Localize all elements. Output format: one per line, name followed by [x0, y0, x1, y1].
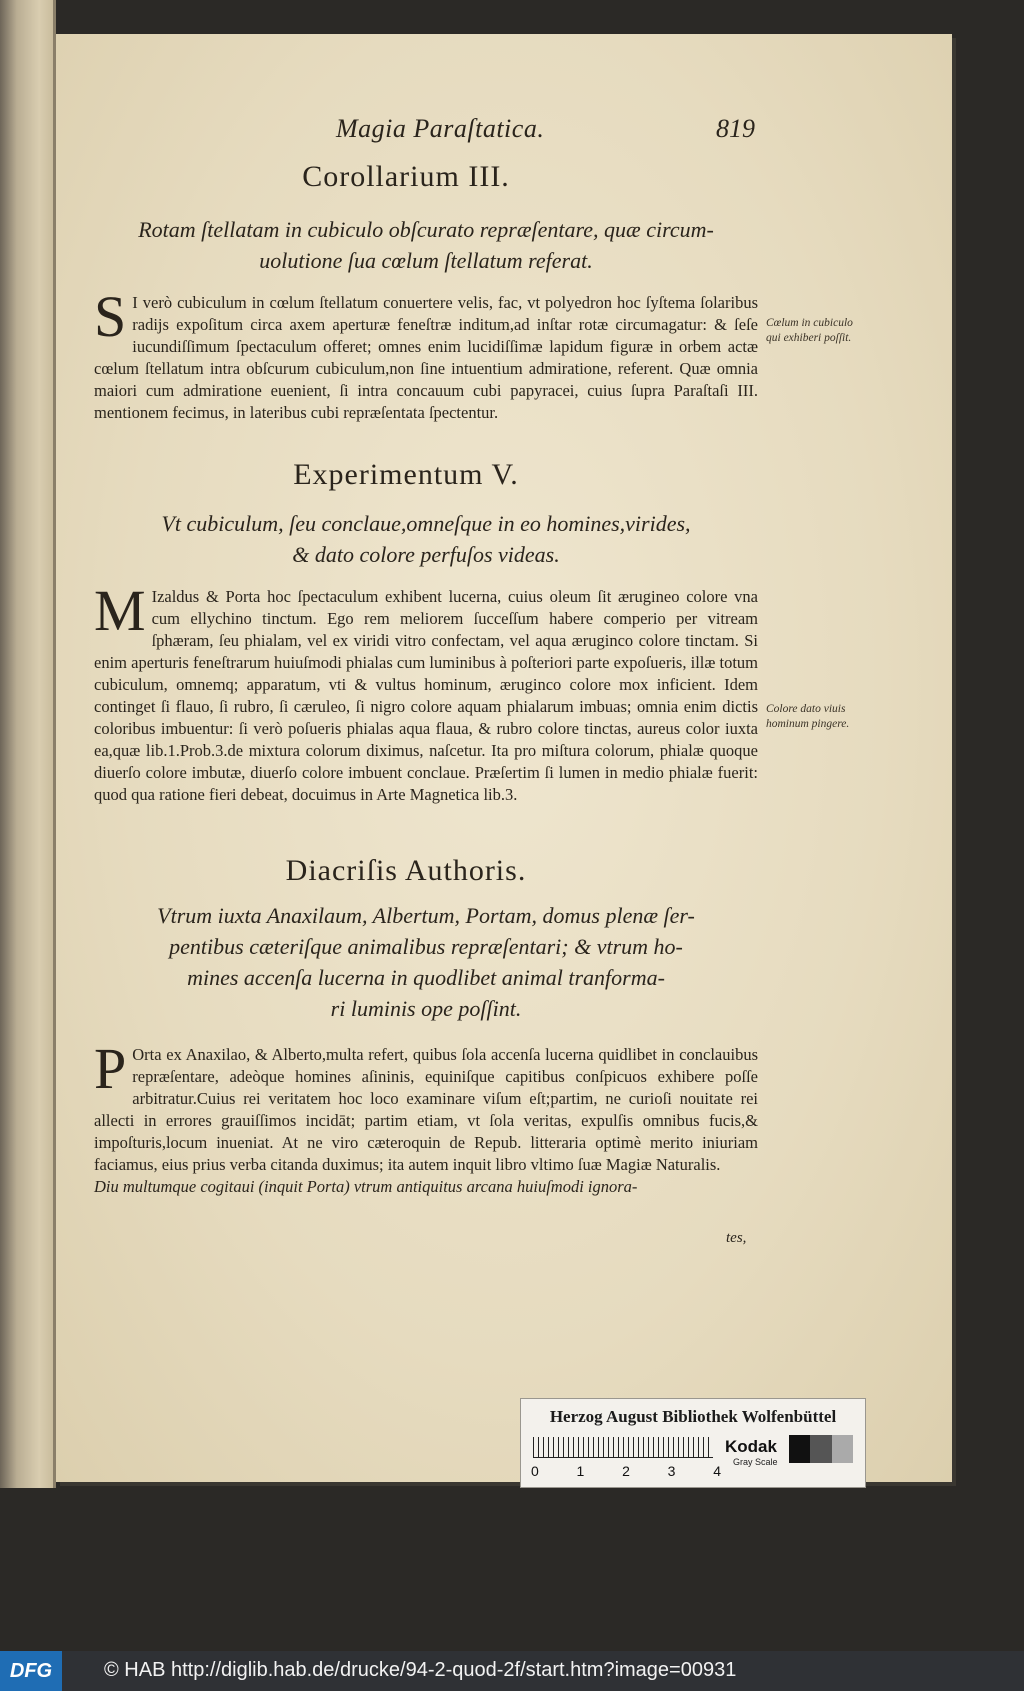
scale-ruler	[533, 1437, 713, 1458]
gray-swatch	[832, 1435, 853, 1463]
scale-number: 2	[622, 1463, 630, 1479]
corollarium-body	[94, 284, 758, 424]
drop-cap: S	[94, 284, 127, 349]
diacrisis-text: Orta ex Anaxilao, & Alberto,multa refert, quibus ſola accenſa lucerna quidlibet in conclauibus repræſentare, adeòque homines aſininis, equiniſque capitibus conſpicuos exhibere poſſe arbitratur.Cuius rei veritatem hoc loco examinare viſum eſt;partim, ne curioſi nouitate rei allecti in errores grauiſſimos incidāt; partim etiam, vt ſola veritas, expulſis omnibus fucis,& impoſturis,locum inueniat. At ne viro cæteroquin de Repub. litteraria optimè merito iniuriam faciamus, eius prius verba citanda duximus; ita autem inquit libro vltimo ſuæ Magiæ Naturalis.	[94, 1045, 758, 1174]
margin-note: Cœlum in cubiculo qui exhiberi poſſit.	[766, 317, 853, 344]
experimentum-body	[94, 578, 758, 806]
scale-number: 3	[667, 1463, 676, 1479]
corollarium-heading: Corollarium III.	[302, 160, 510, 193]
diacrisis-subtitle-line: ri luminis ope poſſint.	[330, 996, 522, 1021]
diacrisis-heading: Diacriſis Authoris.	[285, 854, 527, 887]
experimentum-subtitle	[86, 508, 766, 570]
running-head	[56, 114, 952, 148]
experimentum-subtitle-line: Vt cubiculum, ſeu conclaue,omneſque in eo homines,virides,	[161, 511, 691, 536]
porta-quote: Diu multumque cogitaui (inquit Porta) vtrum antiquitus arcana huiuſmodi ignora-	[94, 1177, 638, 1196]
gray-swatch	[810, 1435, 831, 1463]
kodak-brand: Kodak	[725, 1437, 777, 1456]
page-number: 819	[716, 114, 755, 143]
running-title: Magia Paraſtatica.	[336, 114, 545, 143]
experimentum-heading: Experimentum V.	[293, 458, 519, 491]
scale-number: 1	[576, 1463, 585, 1479]
previous-page-edge	[0, 0, 56, 1488]
dfg-logo[interactable]: DFG	[0, 1651, 62, 1691]
diacrisis-subtitle	[86, 900, 766, 1024]
copyright-link[interactable]: © HAB http://diglib.hab.de/drucke/94-2-quod-2f/start.htm?image=00931	[104, 1659, 737, 1681]
diacrisis-subtitle-line: pentibus cæteriſque animalibus repræſentari; & vtrum ho-	[169, 934, 683, 959]
corollarium-subtitle-line: Rotam ſtellatam in cubiculo obſcurato repræſentare, quæ circum-	[138, 217, 714, 242]
scale-number: 4	[713, 1463, 721, 1479]
drop-cap: M	[94, 578, 146, 643]
experimentum-text: Izaldus & Porta hoc ſpectaculum exhibent lucerna, cuius oleum ſit ærugineo colore vna cum ellychino tinctum. Ego rem meliorem ſucceſſum habere comperio per vitream ſphæram, ſeu phialam, vel ex viridi vitro confectam, vel aqua æruginco colore tinctam. Si enim aperturis feneſtrarum huiuſmodi phialas cum luminibus à poſteriori parte expoſueris, illæ totum cubiculum, omnemq; apparatum, vti & vultus hominum, æruginco colore mox inficient. Idem continget ſi flauo, ſi rubro, ſi cæruleo, ſi nigro colore aquam phialarum imbuas; omnia enim dictis coloribus imbuentur: ſi verò poſueris phialas aqua flaua, & rubro colore tinctas, aureus color iuxta ea,quæ lib.1.Prob.3.de mixtura colorum diximus, naſcetur. Ita pro miſtura colorum, phialæ quoque diuerſo colore imbutæ, diuerſo colore imbuent conclaue. Præſertim ſi lumen in medio phialæ fuerit: quod qua ratione fieri debeat, docuimus in Arte Magnetica lib.3.	[94, 587, 758, 804]
scale-number: 0	[531, 1463, 539, 1479]
corollarium-text: I verò cubiculum in cœlum ſtellatum conuertere velis, fac, vt polyedron hoc ſyſtema ſolaribus radijs expoſitum circa axem aperturæ feneſtræ inditum,ad inſtar rotæ circumagatur: & ſeſe iucundiſſimum ſpectaculum offeret; omnes enim lucidiſſimæ lapidum figuræ in orbem actæ cœlum ſtellatum intra obſcurum cubiculum,non ſine intuentium admiratione, referent. Quæ omnia maiori cum admiratione euenient, ſi intra concauum cubi papyracei, cuius ſupra Paraſtaſi III. mentionem fecimus, in lateribus cubi repræſentata ſpectentur.	[94, 293, 758, 422]
margin-note: Colore dato viuis hominum pingere.	[766, 703, 850, 730]
diacrisis-subtitle-line: mines accenſa lucerna in quodlibet animal tranforma-	[187, 965, 665, 990]
book-page	[56, 34, 952, 1482]
library-name: Herzog August Bibliothek Wolfenbüttel	[549, 1407, 837, 1426]
gray-swatch	[789, 1435, 810, 1463]
gray-swatches	[789, 1435, 853, 1463]
corollarium-subtitle	[86, 214, 766, 276]
diacrisis-body	[94, 1036, 758, 1198]
corollarium-subtitle-line: uolutione ſua cœlum ſtellatum referat.	[259, 248, 593, 273]
drop-cap: P	[94, 1036, 127, 1101]
experimentum-subtitle-line: & dato colore perfuſos videas.	[292, 542, 560, 567]
library-label	[520, 1398, 866, 1488]
diacrisis-subtitle-line: Vtrum iuxta Anaxilaum, Albertum, Portam, domus plenæ ſer-	[157, 903, 695, 928]
catch-word: tes,	[726, 1230, 747, 1246]
scale-numbers	[531, 1463, 721, 1479]
gray-scale-label: Gray Scale	[733, 1457, 778, 1467]
footer-bar	[0, 1651, 1024, 1691]
